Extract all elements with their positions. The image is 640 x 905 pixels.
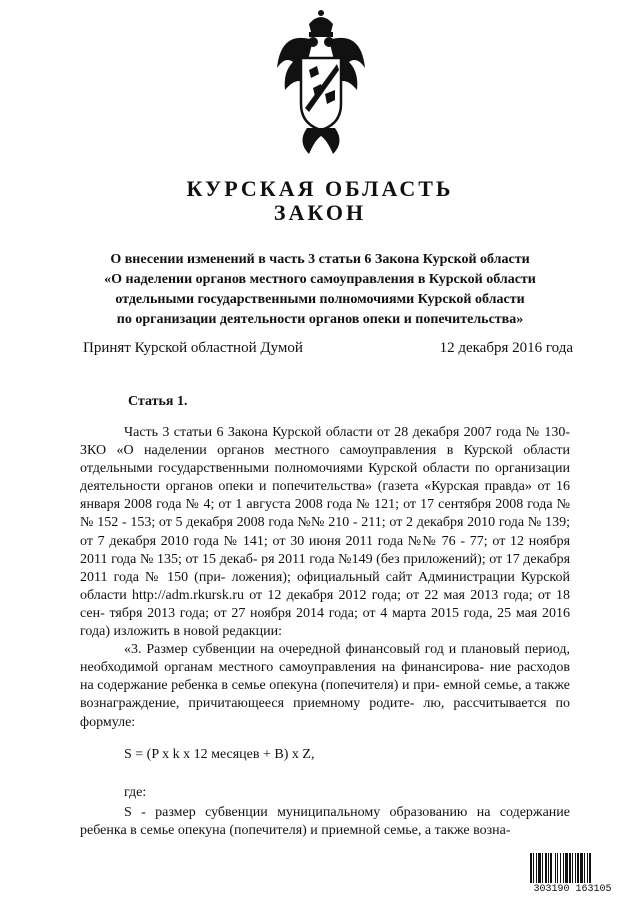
barcode bbox=[530, 853, 615, 897]
article-heading: Статья 1. bbox=[128, 394, 188, 409]
formula: S = (P x k x 12 месяцев + B) x Z, bbox=[124, 746, 315, 762]
adopted-by: Принят Курской областной Думой bbox=[83, 340, 303, 356]
barcode-number: 303190 163105 bbox=[533, 884, 612, 895]
body-paragraph: S - размер субвенции муниципальному образованию на содержание ребенка в семье опекуна (попечителя) и приемной семье, а также возна- bbox=[80, 804, 570, 838]
adoption-date: 12 декабря 2016 года bbox=[439, 340, 573, 356]
law-title-line: по организации деятельности органов опеки и попечительства» bbox=[116, 312, 524, 327]
article-body bbox=[80, 424, 570, 840]
body-paragraph: «3. Размер субвенции на очередной финансовый год и плановый период, необходимой органам местного самоуправления на финансирова- ние расходов на содержание ребенка в семье опекуна (попечителя) и при- емной семье, а также вознаграждение, причитающееся приемному родите- лю, рассчитывается по формуле: bbox=[80, 642, 571, 730]
barcode-icon bbox=[530, 853, 615, 883]
where-label: где: bbox=[124, 784, 147, 800]
law-title bbox=[60, 250, 580, 330]
law-title-line: О внесении изменений в часть 3 статьи 6 Закона Курской области bbox=[110, 252, 530, 267]
law-title-line: «О наделении органов местного самоуправления в Курской области bbox=[104, 272, 536, 287]
document-type-heading: ЗАКОН bbox=[273, 200, 367, 225]
region-heading: КУРСКАЯ ОБЛАСТЬ bbox=[186, 176, 454, 201]
law-title-line: отдельными государственными полномочиями Курской области bbox=[115, 292, 525, 307]
adoption-line bbox=[83, 338, 573, 358]
body-paragraph: Часть 3 статьи 6 Закона Курской области от 28 декабря 2007 года № 130-ЗКО «О наделении органов местного самоуправления в Курской области отдельными государственными полномочиями Курской области по организации деятельности органов опеки и попечительства» (газета «Курская правда» от 16 января 2008 года № 4; от 1 августа 2008 года № 121; от 17 сентября 2008 года №№ 152 - 153; от 5 декабря 2008 года №№ 210 - 211; от 2 декабря 2010 года № 139; от 7 декабря 2010 года № 141; от 30 июня 2011 года №№ 76 - 77; от 12 ноября 2011 года № 135; от 15 декаб- ря 2011 года №149 (без приложений); от 17 декабря 2011 года № 150 (при- ложения); официальный сайт Администрации Курской области http://adm.rkursk.ru от 12 декабря 2012 года; от 22 мая 2013 года; от 18 сен- тября 2013 года; от 27 ноября 2014 года; от 4 марта 2015 года, 25 мая 2016 года) изложить в новой редакции: bbox=[80, 425, 571, 640]
coat-of-arms-icon bbox=[273, 8, 369, 158]
